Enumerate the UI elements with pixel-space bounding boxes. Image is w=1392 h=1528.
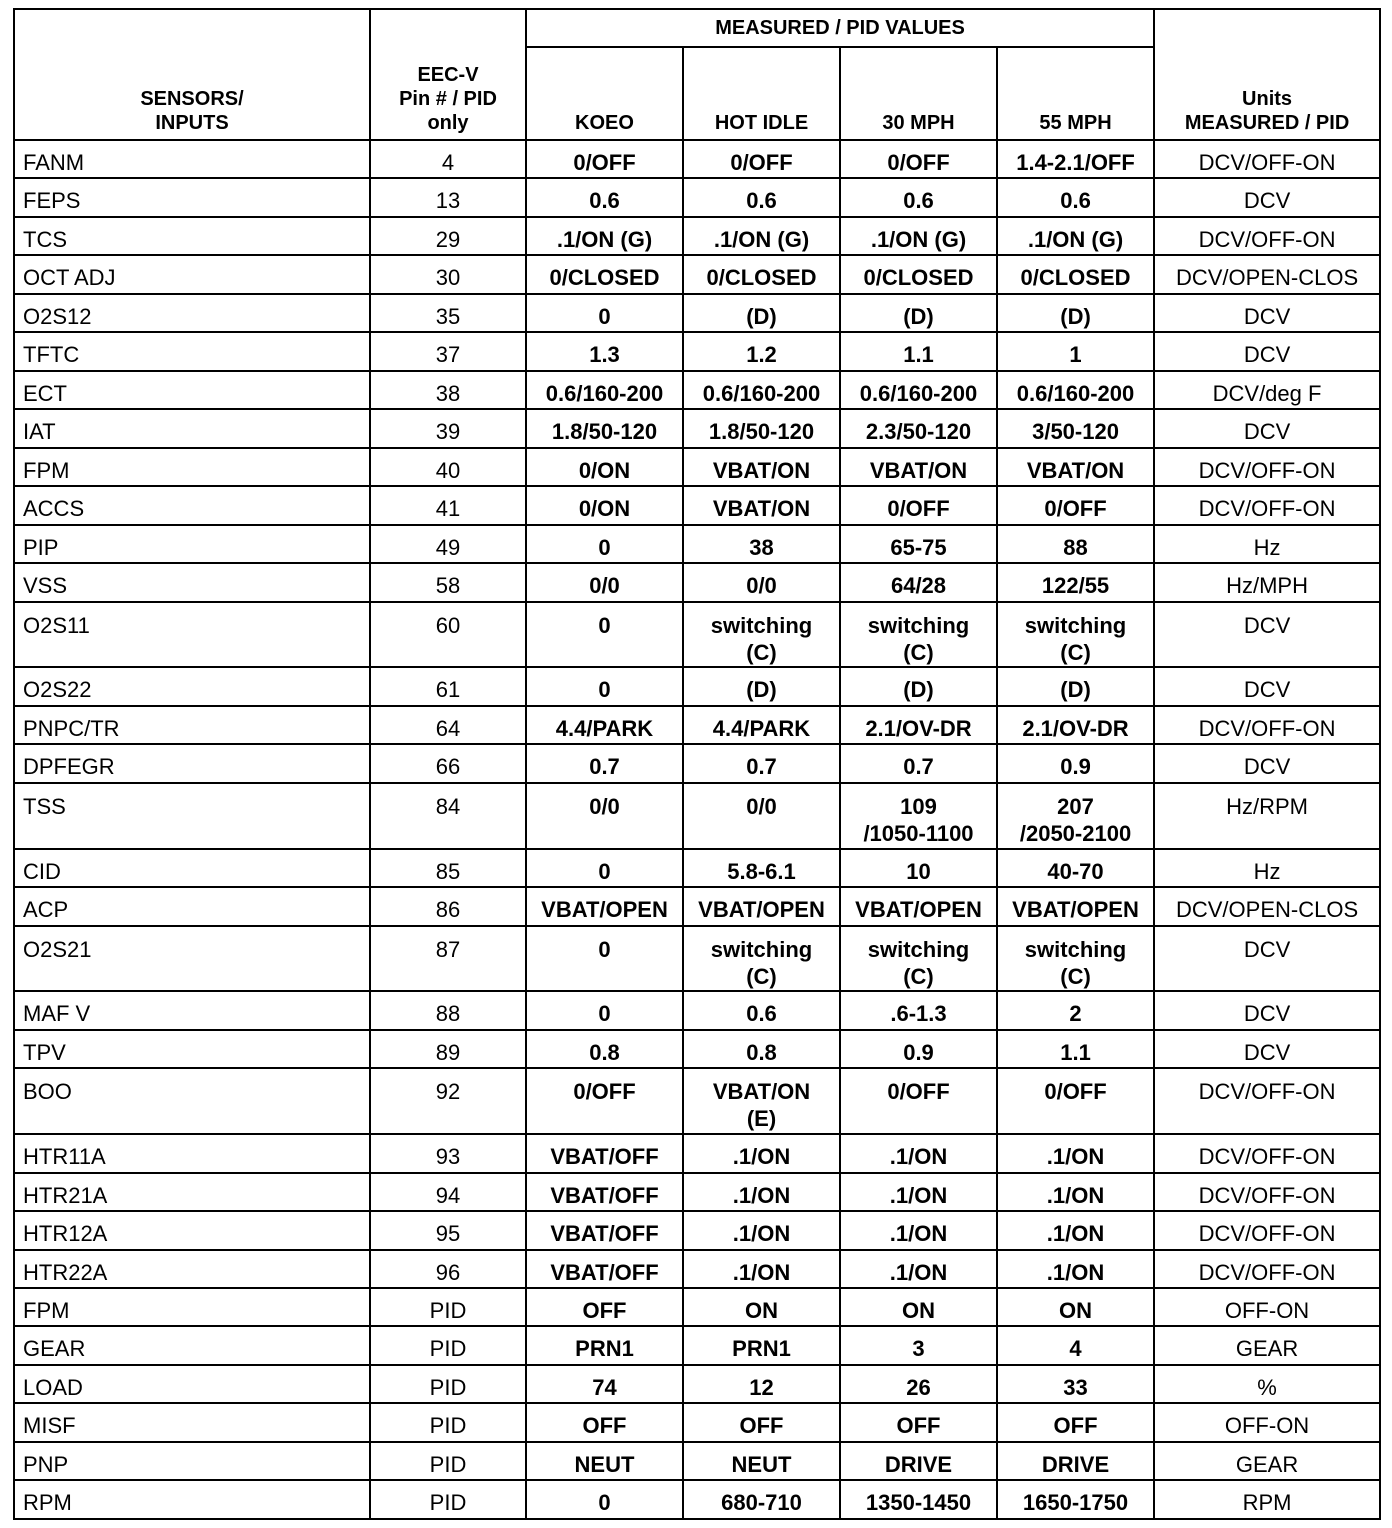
table-row [14,1068,1380,1134]
mph30-value: 10 [840,849,997,887]
pin-number: 64 [370,706,526,744]
hot-idle-value: 0/0 [683,563,840,601]
hot-idle-value: (D) [683,294,840,332]
header-measured-pid-values: MEASURED / PID VALUES [526,9,1154,47]
pin-number: PID [370,1365,526,1403]
units-value: DCV [1154,409,1380,447]
hot-idle-value: ON [683,1288,840,1326]
koeo-value: 0.6/160-200 [526,371,683,409]
mph55-value: 2.1/OV-DR [997,706,1154,744]
hot-idle-value: OFF [683,1403,840,1441]
mph55-value: .1/ON [997,1173,1154,1211]
units-value: Hz/RPM [1154,783,1380,849]
mph30-value: .1/ON [840,1134,997,1172]
sensor-name: RPM [14,1480,370,1519]
units-value: % [1154,1365,1380,1403]
table-row [14,486,1380,524]
units-value: DCV/deg F [1154,371,1380,409]
sensor-name: ACCS [14,486,370,524]
hot-idle-value: VBAT/OPEN [683,887,840,925]
koeo-value: 4.4/PARK [526,706,683,744]
sensor-name: BOO [14,1068,370,1134]
mph30-value: OFF [840,1403,997,1441]
mph30-value: ON [840,1288,997,1326]
mph55-value: 0.6/160-200 [997,371,1154,409]
sensor-name: HTR11A [14,1134,370,1172]
sensor-name: O2S11 [14,602,370,668]
pin-number: PID [370,1326,526,1364]
koeo-value: .1/ON (G) [526,217,683,255]
mph30-value: switching (C) [840,602,997,668]
pin-number: 39 [370,409,526,447]
mph30-value: (D) [840,294,997,332]
sensor-name: PIP [14,525,370,563]
units-value: OFF-ON [1154,1403,1380,1441]
pin-number: 96 [370,1250,526,1288]
units-value: DCV [1154,178,1380,216]
sensor-name: HTR12A [14,1211,370,1249]
units-value: RPM [1154,1480,1380,1519]
mph55-value: 0.6 [997,178,1154,216]
table-row [14,1250,1380,1288]
header-pin-pid: EEC-V Pin # / PID only [370,9,526,140]
pin-number: 30 [370,255,526,293]
units-value: DCV/OFF-ON [1154,448,1380,486]
table-row [14,140,1380,178]
mph30-value: 109 /1050-1100 [840,783,997,849]
hot-idle-value: switching (C) [683,602,840,668]
units-value: DCV/OFF-ON [1154,486,1380,524]
koeo-value: 0/OFF [526,1068,683,1134]
table-row [14,926,1380,992]
koeo-value: 0/ON [526,448,683,486]
koeo-value: 0 [526,1480,683,1519]
units-value: DCV [1154,602,1380,668]
units-value: DCV/OFF-ON [1154,217,1380,255]
mph55-value: 122/55 [997,563,1154,601]
table-row [14,706,1380,744]
units-value: DCV/OPEN-CLOS [1154,255,1380,293]
koeo-value: OFF [526,1288,683,1326]
sensor-name: GEAR [14,1326,370,1364]
table-row [14,1211,1380,1249]
sensor-name: LOAD [14,1365,370,1403]
mph30-value: 2.3/50-120 [840,409,997,447]
units-value: GEAR [1154,1326,1380,1364]
mph30-value: VBAT/ON [840,448,997,486]
table-row [14,667,1380,705]
hot-idle-value: NEUT [683,1442,840,1480]
mph55-value: 40-70 [997,849,1154,887]
mph30-value: .1/ON [840,1211,997,1249]
table-row [14,744,1380,782]
hot-idle-value: (D) [683,667,840,705]
table-row [14,409,1380,447]
mph55-value: 1650-1750 [997,1480,1154,1519]
mph30-value: 64/28 [840,563,997,601]
table-row [14,991,1380,1029]
units-value: DCV/OPEN-CLOS [1154,887,1380,925]
table-row [14,1403,1380,1441]
mph30-value: 0/CLOSED [840,255,997,293]
pin-number: 95 [370,1211,526,1249]
sensor-name: O2S12 [14,294,370,332]
koeo-value: 0/OFF [526,140,683,178]
mph55-value: OFF [997,1403,1154,1441]
hot-idle-value: VBAT/ON [683,486,840,524]
mph30-value: .1/ON (G) [840,217,997,255]
sensor-name: PNPC/TR [14,706,370,744]
pin-number: 40 [370,448,526,486]
table-row [14,1442,1380,1480]
mph30-value: 1.1 [840,332,997,370]
koeo-value: PRN1 [526,1326,683,1364]
koeo-value: 0/0 [526,563,683,601]
mph30-value: .1/ON [840,1173,997,1211]
table-row [14,1365,1380,1403]
sensor-name: HTR21A [14,1173,370,1211]
units-value: DCV/OFF-ON [1154,140,1380,178]
sensor-name: OCT ADJ [14,255,370,293]
koeo-value: 0 [526,602,683,668]
mph55-value: .1/ON (G) [997,217,1154,255]
sensor-name: ACP [14,887,370,925]
pin-number: 37 [370,332,526,370]
sensor-name: TPV [14,1030,370,1068]
table-row [14,563,1380,601]
table-row [14,178,1380,216]
units-value: OFF-ON [1154,1288,1380,1326]
hot-idle-value: .1/ON [683,1173,840,1211]
mph55-value: DRIVE [997,1442,1154,1480]
mph30-value: 0.9 [840,1030,997,1068]
mph30-value: 0.6/160-200 [840,371,997,409]
mph55-value: 1.1 [997,1030,1154,1068]
sensor-name: O2S21 [14,926,370,992]
pin-number: 86 [370,887,526,925]
pin-number: 29 [370,217,526,255]
units-value: DCV [1154,667,1380,705]
hot-idle-value: 680-710 [683,1480,840,1519]
koeo-value: 0 [526,926,683,992]
mph30-value: 3 [840,1326,997,1364]
mph30-value: 0/OFF [840,1068,997,1134]
koeo-value: 1.8/50-120 [526,409,683,447]
hot-idle-value: 0/CLOSED [683,255,840,293]
pin-number: 92 [370,1068,526,1134]
hot-idle-value: .1/ON [683,1134,840,1172]
koeo-value: 0/0 [526,783,683,849]
koeo-value: 1.3 [526,332,683,370]
koeo-value: 0.7 [526,744,683,782]
units-value: DCV/OFF-ON [1154,706,1380,744]
units-value: DCV [1154,294,1380,332]
hot-idle-value: 1.2 [683,332,840,370]
mph30-value: VBAT/OPEN [840,887,997,925]
mph55-value: 3/50-120 [997,409,1154,447]
hot-idle-value: .1/ON (G) [683,217,840,255]
hot-idle-value: 0.7 [683,744,840,782]
table-row [14,849,1380,887]
mph55-value: 207 /2050-2100 [997,783,1154,849]
mph55-value: .1/ON [997,1134,1154,1172]
header-units: Units MEASURED / PID [1154,9,1380,140]
koeo-value: 74 [526,1365,683,1403]
mph30-value: 26 [840,1365,997,1403]
pin-number: 38 [370,371,526,409]
mph30-value: .6-1.3 [840,991,997,1029]
table-row [14,332,1380,370]
koeo-value: VBAT/OFF [526,1134,683,1172]
mph55-value: (D) [997,667,1154,705]
pin-number: PID [370,1480,526,1519]
sensor-name: CID [14,849,370,887]
table-row [14,1480,1380,1519]
table-row [14,783,1380,849]
koeo-value: 0 [526,667,683,705]
mph55-value: switching (C) [997,926,1154,992]
mph55-value: .1/ON [997,1211,1154,1249]
pin-number: 61 [370,667,526,705]
units-value: DCV [1154,991,1380,1029]
units-value: DCV/OFF-ON [1154,1134,1380,1172]
sensor-name: ECT [14,371,370,409]
koeo-value: 0/ON [526,486,683,524]
header-sensors-inputs: SENSORS/ INPUTS [14,9,370,140]
mph55-value: 1.4-2.1/OFF [997,140,1154,178]
mph30-value: .1/ON [840,1250,997,1288]
sensor-name: HTR22A [14,1250,370,1288]
hot-idle-value: VBAT/ON [683,448,840,486]
sensor-name: VSS [14,563,370,601]
mph55-value: 0/OFF [997,486,1154,524]
hot-idle-value: 38 [683,525,840,563]
hot-idle-value: 12 [683,1365,840,1403]
table-row [14,1134,1380,1172]
table-row [14,1030,1380,1068]
sensor-name: TSS [14,783,370,849]
koeo-value: 0 [526,294,683,332]
units-value: DCV [1154,744,1380,782]
units-value: Hz/MPH [1154,563,1380,601]
table-row [14,1173,1380,1211]
units-value: DCV [1154,1030,1380,1068]
koeo-value: VBAT/OPEN [526,887,683,925]
sensor-name: TCS [14,217,370,255]
header-30-mph: 30 MPH [840,47,997,140]
koeo-value: 0 [526,849,683,887]
pin-number: PID [370,1288,526,1326]
mph55-value: (D) [997,294,1154,332]
koeo-value: VBAT/OFF [526,1250,683,1288]
pin-number: 88 [370,991,526,1029]
pin-number: 66 [370,744,526,782]
sensor-name: FPM [14,1288,370,1326]
koeo-value: 0/CLOSED [526,255,683,293]
hot-idle-value: VBAT/ON (E) [683,1068,840,1134]
pin-number: 58 [370,563,526,601]
pin-number: 89 [370,1030,526,1068]
table-row [14,525,1380,563]
mph30-value: (D) [840,667,997,705]
pin-number: 35 [370,294,526,332]
mph55-value: 88 [997,525,1154,563]
sensor-name: TFTC [14,332,370,370]
units-value: DCV [1154,926,1380,992]
hot-idle-value: 0/0 [683,783,840,849]
mph30-value: switching (C) [840,926,997,992]
table-row [14,255,1380,293]
sensor-name: FPM [14,448,370,486]
koeo-value: 0.8 [526,1030,683,1068]
pin-number: 41 [370,486,526,524]
units-value: Hz [1154,525,1380,563]
pin-number: 84 [370,783,526,849]
mph55-value: 4 [997,1326,1154,1364]
mph30-value: 65-75 [840,525,997,563]
mph30-value: 0.7 [840,744,997,782]
pin-number: 13 [370,178,526,216]
mph30-value: 0/OFF [840,140,997,178]
sensor-name: PNP [14,1442,370,1480]
sensor-name: IAT [14,409,370,447]
pin-number: 85 [370,849,526,887]
mph55-value: 0/CLOSED [997,255,1154,293]
hot-idle-value: 4.4/PARK [683,706,840,744]
hot-idle-value: switching (C) [683,926,840,992]
sensor-name: FANM [14,140,370,178]
table-row [14,448,1380,486]
header-hot-idle: HOT IDLE [683,47,840,140]
mph55-value: switching (C) [997,602,1154,668]
hot-idle-value: 0/OFF [683,140,840,178]
mph30-value: 0/OFF [840,486,997,524]
sensor-name: MAF V [14,991,370,1029]
table-row [14,1288,1380,1326]
mph30-value: 2.1/OV-DR [840,706,997,744]
mph55-value: 2 [997,991,1154,1029]
hot-idle-value: 0.6 [683,178,840,216]
pin-number: 4 [370,140,526,178]
hot-idle-value: 0.6 [683,991,840,1029]
pin-number: 49 [370,525,526,563]
mph30-value: DRIVE [840,1442,997,1480]
header-koeo: KOEO [526,47,683,140]
pin-number: PID [370,1442,526,1480]
pin-number: 93 [370,1134,526,1172]
units-value: DCV [1154,332,1380,370]
pin-number: 87 [370,926,526,992]
units-value: DCV/OFF-ON [1154,1068,1380,1134]
hot-idle-value: 0.8 [683,1030,840,1068]
mph55-value: ON [997,1288,1154,1326]
pin-number: 60 [370,602,526,668]
table-row [14,371,1380,409]
hot-idle-value: 5.8-6.1 [683,849,840,887]
sensor-name: DPFEGR [14,744,370,782]
units-value: GEAR [1154,1442,1380,1480]
sensor-name: MISF [14,1403,370,1441]
table-row [14,217,1380,255]
mph30-value: 1350-1450 [840,1480,997,1519]
koeo-value: VBAT/OFF [526,1173,683,1211]
mph55-value: 0/OFF [997,1068,1154,1134]
koeo-value: NEUT [526,1442,683,1480]
hot-idle-value: PRN1 [683,1326,840,1364]
table-row [14,887,1380,925]
hot-idle-value: .1/ON [683,1250,840,1288]
koeo-value: OFF [526,1403,683,1441]
mph55-value: VBAT/ON [997,448,1154,486]
mph55-value: 1 [997,332,1154,370]
mph55-value: 0.9 [997,744,1154,782]
sensor-name: O2S22 [14,667,370,705]
units-value: Hz [1154,849,1380,887]
sensor-name: FEPS [14,178,370,216]
pin-number: PID [370,1403,526,1441]
sensor-values-table [13,8,1381,1520]
koeo-value: 0.6 [526,178,683,216]
koeo-value: VBAT/OFF [526,1211,683,1249]
mph55-value: 33 [997,1365,1154,1403]
table-body [14,140,1380,1519]
table-row [14,602,1380,668]
mph55-value: .1/ON [997,1250,1154,1288]
table-row [14,294,1380,332]
units-value: DCV/OFF-ON [1154,1211,1380,1249]
hot-idle-value: 0.6/160-200 [683,371,840,409]
units-value: DCV/OFF-ON [1154,1250,1380,1288]
units-value: DCV/OFF-ON [1154,1173,1380,1211]
table-row [14,1326,1380,1364]
pin-number: 94 [370,1173,526,1211]
mph30-value: 0.6 [840,178,997,216]
hot-idle-value: 1.8/50-120 [683,409,840,447]
header-55-mph: 55 MPH [997,47,1154,140]
hot-idle-value: .1/ON [683,1211,840,1249]
koeo-value: 0 [526,991,683,1029]
koeo-value: 0 [526,525,683,563]
mph55-value: VBAT/OPEN [997,887,1154,925]
